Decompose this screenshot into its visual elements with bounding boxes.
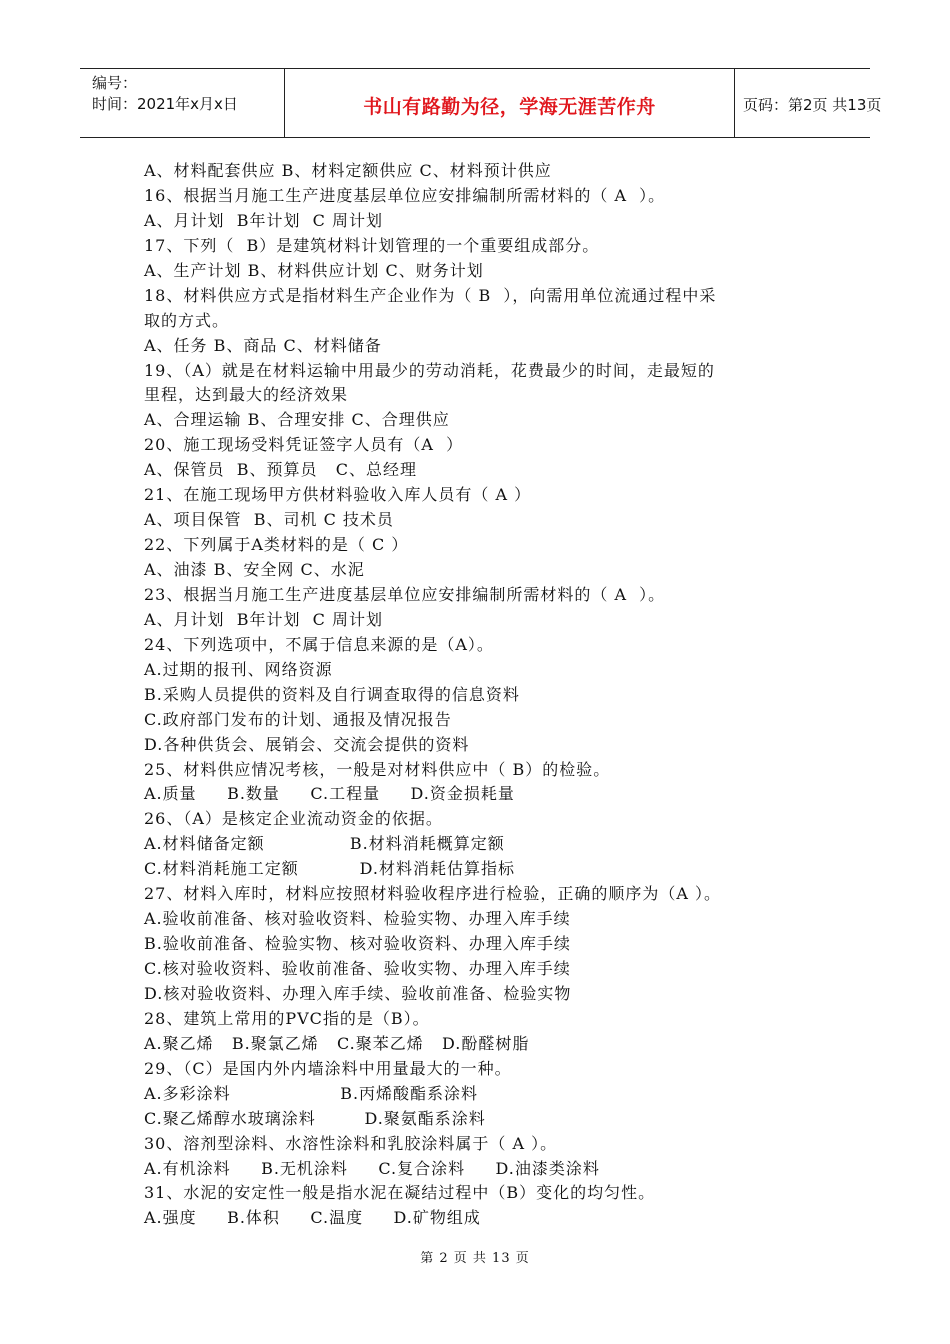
text-line: 24、下列选项中，不属于信息来源的是（A）。 (144, 634, 494, 654)
text-line: A.材料储备定额 B.材料消耗概算定额 (144, 834, 505, 854)
text-line: 16、根据当月施工生产进度基层单位应安排编制所需材料的（ A ）。 (144, 185, 666, 205)
text-line: C.核对验收资料、验收前准备、验收实物、办理入库手续 (144, 959, 571, 978)
text-line: C.材料消耗施工定额 D.材料消耗估算指标 (144, 859, 515, 879)
text-line: B.验收前准备、检验实物、核对验收资料、办理入库手续 (144, 934, 571, 954)
text-line: A、保管员 B、预算员 C、总经理 (144, 460, 417, 480)
text-line: A、生产计划 B、材料供应计划 C、财务计划 (144, 260, 484, 280)
text-line: A.有机涂料 B.无机涂料 C.复合涂料 D.油漆类涂料 (144, 1158, 600, 1178)
text-line: 31、水泥的安定性一般是指水泥在凝结过程中（B）变化的均匀性。 (144, 1183, 656, 1203)
text-line: A.强度 B.体积 C.温度 D.矿物组成 (144, 1208, 481, 1228)
text-line: A.过期的报刊、网络资源 (144, 659, 333, 679)
text-line: D.核对验收资料、办理入库手续、验收前准备、检验实物 (144, 983, 572, 1003)
text-line: A.验收前准备、核对验收资料、检验实物、办理入库手续 (144, 909, 571, 929)
page-code: 页码：第2页 共13页 (743, 96, 882, 114)
text-line: A、合理运输 B、合理安排 C、合理供应 (144, 410, 450, 430)
page-header (80, 68, 882, 138)
text-line: 26、（A）是核定企业流动资金的依据。 (144, 809, 443, 829)
text-line: 17、下列（ B）是建筑材料计划管理的一个重要组成部分。 (144, 235, 600, 255)
text-line: 20、施工现场受料凭证签字人员有（A ） (144, 435, 464, 455)
text-line: A.聚乙烯 B.聚氯乙烯 C.聚苯乙烯 D.酚醛树脂 (144, 1033, 530, 1053)
text-line: 25、材料供应情况考核，一般是对材料供应中（ B）的检验。 (144, 759, 611, 779)
text-line: A.质量 B.数量 C.工程量 D.资金损耗量 (144, 784, 515, 804)
text-line: 28、建筑上常用的PVC指的是（B）。 (144, 1008, 430, 1028)
text-line: 21、在施工现场甲方供材料验收入库人员有（ A ） (144, 485, 532, 505)
header-motto-cell (285, 69, 735, 137)
text-line: 里程，达到最大的经济效果 (144, 385, 349, 405)
text-line: 19、（A）就是在材料运输中用最少的劳动消耗，花费最少的时间，走最短的 (144, 360, 715, 380)
text-line: C.政府部门发布的计划、通报及情况报告 (144, 709, 452, 729)
text-line: 29、（C）是国内外内墙涂料中用量最大的一种。 (144, 1058, 512, 1078)
text-line: A、油漆 B、安全网 C、水泥 (144, 560, 365, 579)
date-line: 时间：2021年x月x日 (92, 95, 238, 113)
motto: 书山有路勤为径，学海无涯苦作舟 (363, 96, 656, 118)
number-label: 编号： (92, 74, 138, 92)
text-line: 18、材料供应方式是指材料生产企业作为（ B ），向需用单位流通过程中采 (144, 285, 717, 305)
text-line: 27、材料入库时，材料应按照材料验收程序进行检验，正确的顺序为（A ）。 (144, 884, 722, 904)
text-line: A、月计划 B年计划 C 周计划 (144, 210, 383, 230)
text-line: A、月计划 B年计划 C 周计划 (144, 609, 383, 629)
text-line: A.多彩涂料 B.丙烯酸酯系涂料 (144, 1083, 479, 1103)
text-line: D.各种供货会、展销会、交流会提供的资料 (144, 734, 470, 754)
text-line: A、项目保管 B、司机 C 技术员 (144, 510, 394, 530)
text-line: A、任务 B、商品 C、材料储备 (144, 335, 382, 355)
text-line: A、材料配套供应 B、材料定额供应 C、材料预计供应 (144, 161, 552, 180)
header-info-cell (80, 69, 285, 137)
text-line: C.聚乙烯醇水玻璃涂料 D.聚氨酯系涂料 (144, 1108, 486, 1128)
text-line: B.采购人员提供的资料及自行调查取得的信息资料 (144, 684, 520, 704)
text-line: 23、根据当月施工生产进度基层单位应安排编制所需材料的（ A ）。 (144, 584, 666, 604)
text-line: 取的方式。 (144, 310, 230, 330)
text-line: 22、下列属于A类材料的是（ C ） (144, 535, 409, 555)
question-list (144, 159, 824, 1231)
page-footer: 第 2 页 共 13 页 (420, 1251, 530, 1266)
text-line: 30、溶剂型涂料、水溶性涂料和乳胶涂料属于（ A ）。 (144, 1133, 558, 1153)
